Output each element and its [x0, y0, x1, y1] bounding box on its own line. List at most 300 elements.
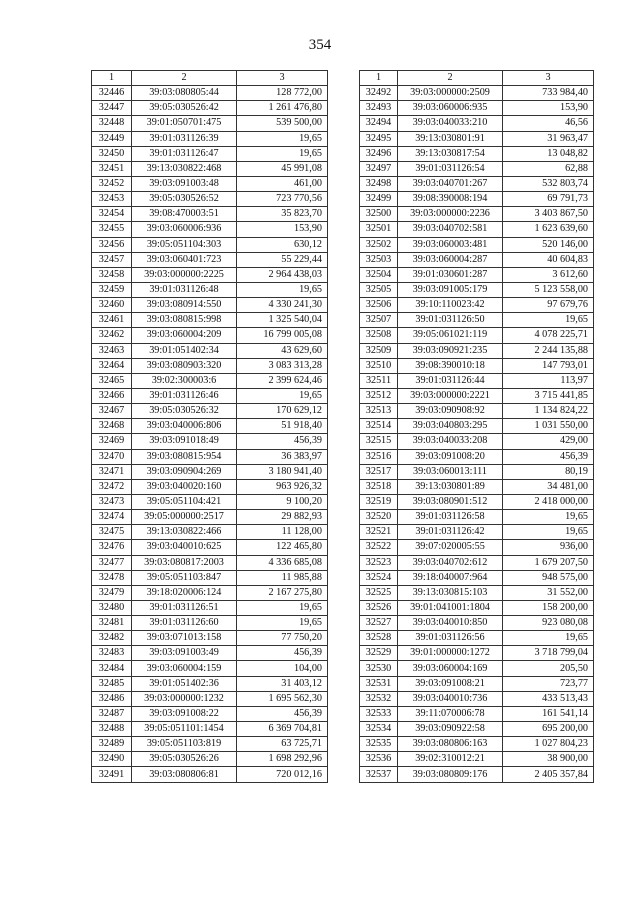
row-number: 32521: [360, 525, 398, 540]
row-number: 32481: [92, 616, 132, 631]
row-number: 32447: [92, 101, 132, 116]
table-row: [92, 86, 328, 101]
row-number: 32488: [92, 722, 132, 737]
table-row: [92, 373, 328, 388]
table-row: [92, 494, 328, 509]
table-row: [360, 752, 594, 767]
cadastral-number: 39:03:060006:935: [398, 101, 503, 116]
table-row: [92, 298, 328, 313]
table-row: [360, 510, 594, 525]
row-number: 32456: [92, 237, 132, 252]
row-number: 32470: [92, 449, 132, 464]
row-number: 32532: [360, 691, 398, 706]
table-row: [92, 585, 328, 600]
value: 128 772,00: [237, 86, 328, 101]
row-number: 32511: [360, 373, 398, 388]
header-cell: 2: [398, 71, 503, 86]
cadastral-number: 39:05:051103:819: [132, 737, 237, 752]
value: 456,39: [503, 449, 594, 464]
table-row: [92, 282, 328, 297]
value: 19,65: [503, 510, 594, 525]
table-row: [360, 585, 594, 600]
value: 539 500,00: [237, 116, 328, 131]
cadastral-number: 39:03:060004:169: [398, 661, 503, 676]
value: 35 823,70: [237, 207, 328, 222]
row-number: 32482: [92, 631, 132, 646]
table-row: [92, 767, 328, 782]
value: 153,90: [503, 101, 594, 116]
table-row: [360, 404, 594, 419]
row-number: 32480: [92, 600, 132, 615]
cadastral-number: 39:01:041001:1804: [398, 600, 503, 615]
row-number: 32510: [360, 358, 398, 373]
row-number: 32526: [360, 600, 398, 615]
row-number: 32519: [360, 494, 398, 509]
table-row: [92, 404, 328, 419]
value: 13 048,82: [503, 146, 594, 161]
row-number: 32496: [360, 146, 398, 161]
cadastral-number: 39:03:080815:998: [132, 313, 237, 328]
value: 963 926,32: [237, 479, 328, 494]
row-number: 32472: [92, 479, 132, 494]
row-number: 32467: [92, 404, 132, 419]
cadastral-number: 39:10:110023:42: [398, 298, 503, 313]
cadastral-number: 39:18:040007:964: [398, 570, 503, 585]
value: 40 604,83: [503, 252, 594, 267]
cadastral-number: 39:01:031126:54: [398, 161, 503, 176]
cadastral-number: 39:01:031126:56: [398, 631, 503, 646]
row-number: 32448: [92, 116, 132, 131]
row-number: 32512: [360, 388, 398, 403]
value: 36 383,97: [237, 449, 328, 464]
value: 34 481,00: [503, 479, 594, 494]
row-number: 32534: [360, 722, 398, 737]
value: 4 078 225,71: [503, 328, 594, 343]
cadastral-number: 39:05:051104:303: [132, 237, 237, 252]
row-number: 32520: [360, 510, 398, 525]
row-number: 32528: [360, 631, 398, 646]
value: 723 770,56: [237, 192, 328, 207]
row-number: 32451: [92, 161, 132, 176]
value: 3 180 941,40: [237, 464, 328, 479]
row-number: 32504: [360, 267, 398, 282]
row-number: 32483: [92, 646, 132, 661]
cadastral-number: 39:08:390008:194: [398, 192, 503, 207]
table-row: [360, 434, 594, 449]
value: 104,00: [237, 661, 328, 676]
cadastral-number: 39:03:091008:22: [132, 706, 237, 721]
value: 3 083 313,28: [237, 358, 328, 373]
value: 19,65: [237, 600, 328, 615]
cadastral-number: 39:03:040010:625: [132, 540, 237, 555]
table-row: [92, 646, 328, 661]
table-row: [360, 767, 594, 782]
row-number: 32509: [360, 343, 398, 358]
row-number: 32522: [360, 540, 398, 555]
row-number: 32462: [92, 328, 132, 343]
row-number: 32457: [92, 252, 132, 267]
cadastral-number: 39:13:030801:89: [398, 479, 503, 494]
cadastral-number: 39:03:090908:92: [398, 404, 503, 419]
table-row: [92, 388, 328, 403]
cadastral-number: 39:05:061021:119: [398, 328, 503, 343]
value: 695 200,00: [503, 722, 594, 737]
cadastral-number: 39:01:050701:475: [132, 116, 237, 131]
table-row: [92, 434, 328, 449]
value: 1 027 804,23: [503, 737, 594, 752]
row-number: 32471: [92, 464, 132, 479]
row-number: 32493: [360, 101, 398, 116]
left-table: [91, 70, 328, 783]
value: 733 984,40: [503, 86, 594, 101]
value: 11 985,88: [237, 570, 328, 585]
value: 46,56: [503, 116, 594, 131]
cadastral-number: 39:03:040803:295: [398, 419, 503, 434]
table-row: [92, 722, 328, 737]
value: 19,65: [237, 388, 328, 403]
row-number: 32455: [92, 222, 132, 237]
value: 19,65: [237, 131, 328, 146]
table-row: [92, 676, 328, 691]
value: 31 403,12: [237, 676, 328, 691]
table-row: [92, 116, 328, 131]
cadastral-number: 39:13:030822:466: [132, 525, 237, 540]
header-cell: 3: [237, 71, 328, 86]
row-number: 32491: [92, 767, 132, 782]
cadastral-number: 39:03:071013:158: [132, 631, 237, 646]
value: 4 330 241,30: [237, 298, 328, 313]
table-row: [92, 540, 328, 555]
table-row: [360, 298, 594, 313]
table-row: [360, 358, 594, 373]
cadastral-number: 39:03:040010:850: [398, 616, 503, 631]
value: 456,39: [237, 646, 328, 661]
row-number: 32517: [360, 464, 398, 479]
cadastral-number: 39:03:000000:2221: [398, 388, 503, 403]
value: 429,00: [503, 434, 594, 449]
row-number: 32502: [360, 237, 398, 252]
value: 19,65: [237, 282, 328, 297]
table-row: [92, 479, 328, 494]
row-number: 32474: [92, 510, 132, 525]
value: 4 336 685,08: [237, 555, 328, 570]
cadastral-number: 39:05:030526:42: [132, 101, 237, 116]
right-table: [359, 70, 594, 783]
table-row: [92, 161, 328, 176]
cadastral-number: 39:03:080805:44: [132, 86, 237, 101]
row-number: 32484: [92, 661, 132, 676]
row-number: 32479: [92, 585, 132, 600]
table-row: [92, 131, 328, 146]
table-row: [360, 86, 594, 101]
row-number: 32449: [92, 131, 132, 146]
value: 19,65: [237, 146, 328, 161]
cadastral-number: 39:07:020005:55: [398, 540, 503, 555]
value: 936,00: [503, 540, 594, 555]
row-number: 32497: [360, 161, 398, 176]
row-number: 32487: [92, 706, 132, 721]
cadastral-number: 39:01:031126:50: [398, 313, 503, 328]
value: 532 803,74: [503, 176, 594, 191]
value: 158 200,00: [503, 600, 594, 615]
value: 51 918,40: [237, 419, 328, 434]
cadastral-number: 39:13:030815:103: [398, 585, 503, 600]
cadastral-number: 39:05:000000:2517: [132, 510, 237, 525]
cadastral-number: 39:03:040010:736: [398, 691, 503, 706]
table-row: [360, 222, 594, 237]
cadastral-number: 39:13:030817:54: [398, 146, 503, 161]
value: 31 963,47: [503, 131, 594, 146]
cadastral-number: 39:03:000000:2509: [398, 86, 503, 101]
table-row: [360, 479, 594, 494]
row-number: 32501: [360, 222, 398, 237]
table-row: [92, 237, 328, 252]
row-number: 32450: [92, 146, 132, 161]
row-number: 32495: [360, 131, 398, 146]
cadastral-number: 39:05:030526:26: [132, 752, 237, 767]
header-row: [360, 71, 594, 86]
value: 69 791,73: [503, 192, 594, 207]
table-row: [360, 600, 594, 615]
row-number: 32507: [360, 313, 398, 328]
table-row: [92, 691, 328, 706]
table-row: [360, 691, 594, 706]
row-number: 32506: [360, 298, 398, 313]
value: 11 128,00: [237, 525, 328, 540]
cadastral-number: 39:03:040020:160: [132, 479, 237, 494]
value: 2 418 000,00: [503, 494, 594, 509]
row-number: 32478: [92, 570, 132, 585]
table-row: [360, 419, 594, 434]
value: 2 167 275,80: [237, 585, 328, 600]
value: 153,90: [237, 222, 328, 237]
table-row: [360, 267, 594, 282]
cadastral-number: 39:03:040701:267: [398, 176, 503, 191]
cadastral-number: 39:02:300003:6: [132, 373, 237, 388]
value: 6 369 704,81: [237, 722, 328, 737]
cadastral-number: 39:03:040702:612: [398, 555, 503, 570]
table-row: [360, 131, 594, 146]
header-cell: 1: [92, 71, 132, 86]
cadastral-number: 39:03:080806:163: [398, 737, 503, 752]
row-number: 32516: [360, 449, 398, 464]
table-row: [360, 388, 594, 403]
cadastral-number: 39:05:051104:421: [132, 494, 237, 509]
table-row: [92, 252, 328, 267]
table-row: [360, 328, 594, 343]
value: 31 552,00: [503, 585, 594, 600]
cadastral-number: 39:03:080914:550: [132, 298, 237, 313]
table-row: [92, 706, 328, 721]
table-row: [360, 449, 594, 464]
cadastral-number: 39:01:031126:48: [132, 282, 237, 297]
table-row: [360, 494, 594, 509]
row-number: 32513: [360, 404, 398, 419]
cadastral-number: 39:03:091003:48: [132, 176, 237, 191]
cadastral-number: 39:01:031126:47: [132, 146, 237, 161]
value: 113,97: [503, 373, 594, 388]
table-row: [360, 313, 594, 328]
table-row: [92, 101, 328, 116]
table-row: [360, 176, 594, 191]
value: 2 399 624,46: [237, 373, 328, 388]
value: 19,65: [503, 631, 594, 646]
value: 45 991,08: [237, 161, 328, 176]
cadastral-number: 39:03:080815:954: [132, 449, 237, 464]
value: 723,77: [503, 676, 594, 691]
table-row: [92, 616, 328, 631]
value: 1 261 476,80: [237, 101, 328, 116]
cadastral-number: 39:03:060004:159: [132, 661, 237, 676]
value: 77 750,20: [237, 631, 328, 646]
row-number: 32489: [92, 737, 132, 752]
row-number: 32515: [360, 434, 398, 449]
cadastral-number: 39:01:030601:287: [398, 267, 503, 282]
row-number: 32503: [360, 252, 398, 267]
row-number: 32458: [92, 267, 132, 282]
table-row: [360, 116, 594, 131]
row-number: 32508: [360, 328, 398, 343]
value: 456,39: [237, 434, 328, 449]
cadastral-number: 39:03:040006:806: [132, 419, 237, 434]
table-row: [360, 646, 594, 661]
table-row: [92, 358, 328, 373]
table-row: [92, 328, 328, 343]
value: 29 882,93: [237, 510, 328, 525]
table-row: [92, 146, 328, 161]
value: 1 698 292,96: [237, 752, 328, 767]
table-row: [92, 600, 328, 615]
table-row: [360, 252, 594, 267]
cadastral-number: 39:01:031126:46: [132, 388, 237, 403]
table-row: [92, 525, 328, 540]
table-row: [360, 555, 594, 570]
row-number: 32530: [360, 661, 398, 676]
table-row: [360, 631, 594, 646]
row-number: 32452: [92, 176, 132, 191]
table-row: [360, 373, 594, 388]
row-number: 32454: [92, 207, 132, 222]
cadastral-number: 39:01:051402:34: [132, 343, 237, 358]
left-table-body: [92, 71, 328, 783]
row-number: 32463: [92, 343, 132, 358]
cadastral-number: 39:03:060003:481: [398, 237, 503, 252]
table-row: [360, 237, 594, 252]
cadastral-number: 39:11:070006:78: [398, 706, 503, 721]
value: 205,50: [503, 661, 594, 676]
table-row: [92, 419, 328, 434]
row-number: 32486: [92, 691, 132, 706]
cadastral-number: 39:08:390010:18: [398, 358, 503, 373]
cadastral-number: 39:03:091003:49: [132, 646, 237, 661]
cadastral-number: 39:03:080903:320: [132, 358, 237, 373]
value: 1 695 562,30: [237, 691, 328, 706]
table-row: [360, 207, 594, 222]
table-row: [360, 101, 594, 116]
value: 2 964 438,03: [237, 267, 328, 282]
table-row: [92, 343, 328, 358]
cadastral-number: 39:18:020006:124: [132, 585, 237, 600]
row-number: 32505: [360, 282, 398, 297]
value: 3 715 441,85: [503, 388, 594, 403]
table-row: [92, 267, 328, 282]
table-row: [360, 722, 594, 737]
value: 520 146,00: [503, 237, 594, 252]
value: 62,88: [503, 161, 594, 176]
value: 461,00: [237, 176, 328, 191]
row-number: 32494: [360, 116, 398, 131]
row-number: 32536: [360, 752, 398, 767]
value: 147 793,01: [503, 358, 594, 373]
table-row: [92, 313, 328, 328]
row-number: 32533: [360, 706, 398, 721]
table-row: [360, 616, 594, 631]
row-number: 32446: [92, 86, 132, 101]
cadastral-number: 39:03:080901:512: [398, 494, 503, 509]
row-number: 32527: [360, 616, 398, 631]
table-row: [360, 464, 594, 479]
row-number: 32477: [92, 555, 132, 570]
cadastral-number: 39:05:051103:847: [132, 570, 237, 585]
value: 122 465,80: [237, 540, 328, 555]
row-number: 32537: [360, 767, 398, 782]
cadastral-number: 39:02:310012:21: [398, 752, 503, 767]
value: 170 629,12: [237, 404, 328, 419]
cadastral-number: 39:03:060401:723: [132, 252, 237, 267]
table-row: [92, 449, 328, 464]
cadastral-number: 39:03:091008:21: [398, 676, 503, 691]
row-number: 32514: [360, 419, 398, 434]
cadastral-number: 39:03:000000:1232: [132, 691, 237, 706]
cadastral-number: 39:03:080809:176: [398, 767, 503, 782]
table-row: [92, 737, 328, 752]
value: 2 405 357,84: [503, 767, 594, 782]
cadastral-number: 39:05:030526:32: [132, 404, 237, 419]
value: 97 679,76: [503, 298, 594, 313]
value: 456,39: [237, 706, 328, 721]
page-number: 354: [308, 37, 332, 53]
row-number: 32535: [360, 737, 398, 752]
value: 3 718 799,04: [503, 646, 594, 661]
cadastral-number: 39:05:051101:1454: [132, 722, 237, 737]
value: 161 541,14: [503, 706, 594, 721]
value: 433 513,43: [503, 691, 594, 706]
header-cell: 3: [503, 71, 594, 86]
value: 1 031 550,00: [503, 419, 594, 434]
row-number: 32499: [360, 192, 398, 207]
value: 1 679 207,50: [503, 555, 594, 570]
value: 38 900,00: [503, 752, 594, 767]
row-number: 32490: [92, 752, 132, 767]
value: 948 575,00: [503, 570, 594, 585]
row-number: 32525: [360, 585, 398, 600]
cadastral-number: 39:03:091008:20: [398, 449, 503, 464]
value: 1 623 639,60: [503, 222, 594, 237]
row-number: 32466: [92, 388, 132, 403]
row-number: 32531: [360, 676, 398, 691]
table-row: [360, 282, 594, 297]
row-number: 32523: [360, 555, 398, 570]
cadastral-number: 39:13:030801:91: [398, 131, 503, 146]
table-row: [92, 510, 328, 525]
row-number: 32475: [92, 525, 132, 540]
row-number: 32453: [92, 192, 132, 207]
cadastral-number: 39:08:470003:51: [132, 207, 237, 222]
header-row: [92, 71, 328, 86]
value: 55 229,44: [237, 252, 328, 267]
cadastral-number: 39:03:060006:936: [132, 222, 237, 237]
value: 80,19: [503, 464, 594, 479]
